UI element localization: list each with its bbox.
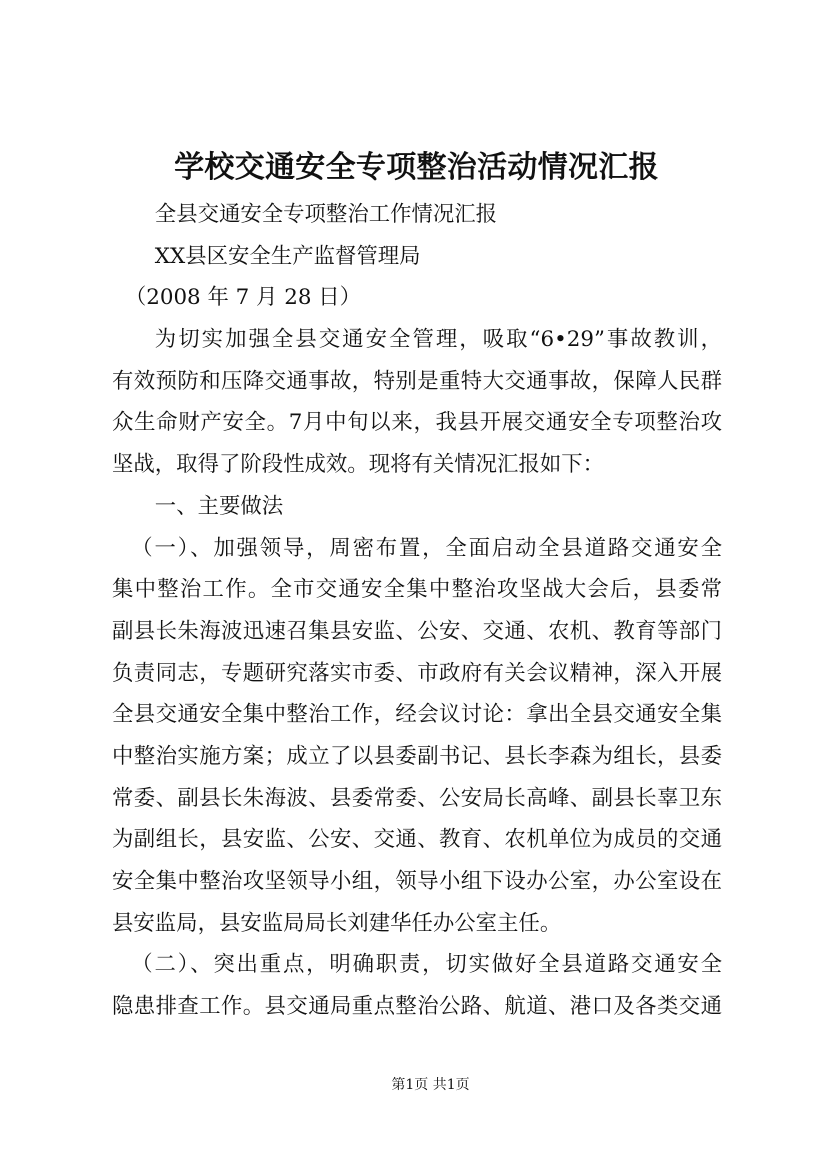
- paragraph-line: 为副组长，县安监、公安、交通、教育、农机单位为成员的交通: [112, 827, 722, 853]
- paragraph-line: （二）、突出重点，明确职责，切实做好全县道路交通安全: [131, 952, 722, 978]
- paragraph-line: 中整治实施方案；成立了以县委副书记、县长李森为组长，县委: [112, 743, 722, 769]
- section-heading: 一、主要做法: [154, 493, 284, 519]
- paragraph-line: 众生命财产安全。7月中旬以来，我县开展交通安全专项整治攻: [112, 410, 722, 436]
- paragraph-line: 坚战，取得了阶段性成效。现将有关情况汇报如下：: [112, 452, 604, 478]
- paragraph-line: 副县长朱海波迅速召集县安监、公安、交通、农机、教育等部门: [112, 618, 722, 644]
- document-body: [112, 194, 722, 1028]
- paragraph-line: 安全集中整治攻坚领导小组，领导小组下设办公室，办公室设在: [112, 869, 722, 894]
- paragraph-line: （一）、加强领导，周密布置，全面启动全县道路交通安全: [131, 535, 722, 561]
- paragraph-line: 常委、副县长朱海波、县委常委、公安局长高峰、副县长辜卫东: [112, 785, 722, 811]
- issuer-line: XX县区安全生产监督管理局: [154, 243, 421, 269]
- paragraph-line: 县安监局，县安监局局长刘建华任办公室主任。: [112, 910, 562, 936]
- paragraph-line: 全县交通安全集中整治工作，经会议讨论：拿出全县交通安全集: [112, 702, 722, 728]
- paragraph-line: 为切实加强全县交通安全管理，吸取“6•29”事故教训，: [154, 327, 722, 353]
- page-footer: 第1页 共1页: [391, 1077, 470, 1093]
- paragraph-line: 负责同志，专题研究落实市委、市政府有关会议精神，深入开展: [112, 660, 722, 686]
- item-paragraph-1: [112, 528, 722, 945]
- paragraph-line: 隐患排查工作。县交通局重点整治公路、航道、港口及各类交通: [112, 994, 722, 1020]
- document-title: 学校交通安全专项整治活动情况汇报: [174, 150, 659, 185]
- date-line: （2008 年 7 月 28 日）: [124, 285, 362, 311]
- paragraph-line: 有效预防和压降交通事故，特别是重特大交通事故，保障人民群: [112, 368, 722, 394]
- paragraph-line: 集中整治工作。全市交通安全集中整治攻坚战大会后，县委常: [112, 577, 722, 603]
- document-subtitle: 全县交通安全专项整治工作情况汇报: [154, 202, 498, 227]
- intro-paragraph: [112, 319, 722, 486]
- item-paragraph-2: [112, 944, 722, 1027]
